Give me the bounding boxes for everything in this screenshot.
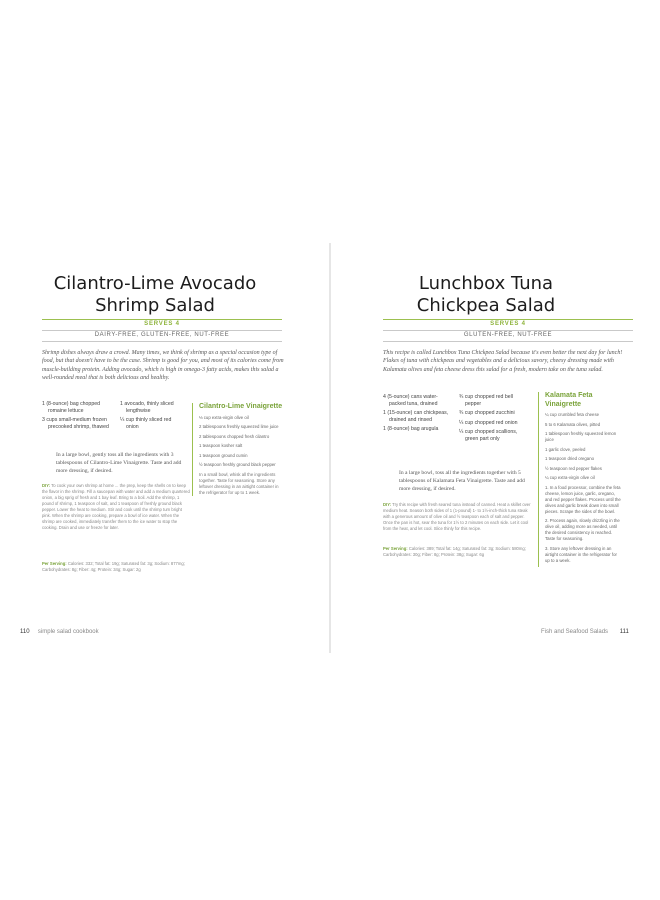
- vinaigrette-item: 1 teaspoon dried oregano: [545, 456, 594, 461]
- vinaigrette-sidebar: [192, 403, 285, 496]
- book-gutter: [329, 243, 331, 653]
- ingredient-item: ¼ cup chopped red onion: [459, 419, 518, 426]
- vinaigrette-item: 1 teaspoon ground cumin: [199, 452, 248, 458]
- vinaigrette-ingredients: [545, 412, 621, 481]
- diet-tags: GLUTEN-FREE, NUT-FREE: [463, 332, 553, 338]
- vinaigrette-item: 1 teaspoon kosher salt: [199, 443, 243, 448]
- nutrition-info: [383, 546, 531, 558]
- diet-tags-bar: [42, 330, 282, 342]
- recipe-intro: This recipe is called Lunchbox Tuna Chickpea Salad because it's even better the next day for lunch! Flakes of tuna with chickpeas and vegetables and a delicious savory, cheesy dressing made with Kalamata olives and feta cheese dress this salad for a fresh, modern take on the tuna salad.: [383, 350, 623, 373]
- ingredient-item: 1 (15-ounce) can chickpeas, drained and rinsed: [383, 410, 449, 423]
- vinaigrette-item: 2 tablespoons freshly squeezed lime juice: [199, 424, 279, 429]
- ingredient-item: 1 avocado, thinly sliced lengthwise: [120, 401, 174, 414]
- book-title: simple salad cookbook: [37, 629, 99, 635]
- serves-bar: [42, 319, 282, 330]
- page-footer: [541, 629, 629, 635]
- serves-bar: [383, 319, 633, 330]
- vinaigrette-step: 2. Process again, slowly drizzling in the olive oil, adding more as needed, until the desired consistency is reached. Taste for seasoning.: [545, 518, 620, 541]
- ingredient-item: 3 cups small-medium frozen precooked shrimp, thawed: [42, 417, 109, 430]
- recipe-method: In a large bowl, gently toss all the ingredients with 3 tablespoons of Cilantro-Lime Vinaigrette. Taste and add more dressing, if desired.: [56, 452, 182, 474]
- serving-label: Per Serving:: [42, 561, 67, 566]
- page-number: 111: [619, 629, 629, 635]
- diy-text: Try this recipe with fresh seared tuna instead of canned. Heat a skillet over medium heat. Season both sides of 1 (1-pound) 1- to 1½-inch-thick tuna steak with a generous amount of olive oil and ½ teaspoon each of salt and pepper. Once the pan is hot, sear the tuna for 1½ to 2 minutes on each side. Let it cool from the heat, and let cool. Slice thinly for this recipe.: [383, 502, 531, 531]
- ingredient-item: ¼ cup chopped scallions, green part only: [459, 429, 518, 442]
- ingredients-column-1: [383, 394, 453, 436]
- vinaigrette-note: In a small bowl, whisk all the ingredients together. Taste for seasoning. Store any leftover dressing in an airtight container in the refrigerator for up to 1 week.: [199, 471, 279, 495]
- page-footer: [20, 629, 99, 635]
- diet-tags-bar: [383, 330, 633, 342]
- vinaigrette-sidebar: [538, 392, 621, 567]
- ingredients-column-2: [459, 394, 521, 446]
- vinaigrette-item: ½ teaspoon freshly ground black pepper: [199, 462, 276, 467]
- serves-label: SERVES 4: [490, 321, 526, 327]
- vinaigrette-item: 1 garlic clove, peeled: [545, 446, 586, 452]
- serving-text: Calories: 389; Total fat: 14g; Saturated fat: 3g; Sodium: 580mg; Carbohydrates: 30g; Fiber: 8g; Protein: 38g; Sugar: 6g: [383, 546, 526, 557]
- recipe-title-line1: Cilantro-Lime Avocado: [53, 273, 257, 294]
- diy-tip: [383, 502, 531, 532]
- ingredient-item: ¼ cup thinly sliced red onion: [120, 417, 172, 430]
- vinaigrette-item: 5 to 6 Kalamata olives, pitted: [545, 421, 601, 427]
- recipe-intro: Shrimp dishes always draw a crowd. Many times, we think of shrimp as a special occasion type of food, but that doesn't have to be the case. Shrimp is good for you, and most of its calories come from muscle-building protein. Adding avocado, which is high in omega-3 fatty acids, makes this salad a well-rounded meal that is both delicious and healthy.: [42, 350, 284, 382]
- ingredient-item: ¾ cup chopped zucchini: [459, 410, 515, 417]
- ingredient-item: 1 (8-ounce) bag arugula: [383, 426, 439, 433]
- ingredients-column-2: [120, 401, 182, 433]
- diy-text: To cook your own shrimp at home ... the prep, keep the shells on to keep the flavor in the shrimp. Fill a saucepan with water and add a medium quartered onion, a big sprig of fresh and 1 bay leaf. Bring to a boil. Add the shrimp, 1 pound of shrimp, 1 teaspoon of salt, and 1 teaspoon of freshly ground black pepper. Lower the heat to medium. Stir and cook until the shrimp turn bright pink. When the shrimp are cooking, prepare a bowl of ice water. When the shrimp are cooked, immediately transfer them to the ice water to stop the cooking. Drain and use or freeze for later.: [42, 483, 190, 530]
- ingredient-item: ¾ cup chopped red bell pepper: [459, 394, 513, 407]
- serving-label: Per Serving:: [383, 546, 408, 551]
- recipe-title-line2: Shrimp Salad: [95, 295, 215, 316]
- vinaigrette-item: ⅓ cup extra-virgin olive oil: [199, 414, 249, 420]
- vinaigrette-title: Kalamata Feta Vinaigrette: [545, 392, 593, 408]
- diy-tip: [42, 483, 190, 531]
- recipe-title-line2: Chickpea Salad: [416, 295, 556, 316]
- page-number: 110: [20, 629, 30, 635]
- recipe-title: [0, 273, 320, 317]
- vinaigrette-item: 2 tablespoons chopped fresh cilantro: [199, 433, 270, 439]
- diet-tags: DAIRY-FREE, GLUTEN-FREE, NUT-FREE: [94, 332, 230, 338]
- vinaigrette-title: Cilantro-Lime Vinaigrette: [199, 403, 283, 410]
- right-page: [331, 243, 660, 653]
- vinaigrette-steps: [545, 485, 621, 564]
- serving-text: Calories: 332; Total fat: 19g; Saturated fat: 3g; Sodium: 877mg; Carbohydrates: 8g; Fiber: 4g; Protein: 34g; Sugar: 2g: [42, 561, 185, 572]
- section-title: Fish and Seafood Salads: [541, 629, 609, 635]
- diy-label: DIY:: [42, 483, 51, 488]
- ingredient-item: 1 (8-ounce) bag chopped romaine lettuce: [42, 401, 100, 414]
- vinaigrette-step: 1. In a food processor, combine the feta cheese, lemon juice, garlic, oregano, and red pepper flakes. Process until the olives and garlic break down into small pieces. Scrape the sides of the bowl.: [545, 484, 621, 514]
- recipe-title: [321, 273, 651, 317]
- vinaigrette-item: ¼ cup extra-virgin olive oil: [545, 475, 595, 480]
- vinaigrette-item: 1 tablespoon freshly squeezed lemon juice: [545, 431, 617, 442]
- recipe-method: In a large bowl, toss all the ingredients together with 5 tablespoons of Kalamata Feta Vinaigrette. Taste and add more dressing, if desired.: [399, 470, 525, 492]
- vinaigrette-step: 3. Store any leftover dressing in an airtight container in the refrigerator for up to a week.: [545, 545, 617, 563]
- recipe-title-line1: Lunchbox Tuna: [418, 273, 554, 294]
- vinaigrette-ingredients: [199, 415, 285, 469]
- nutrition-info: [42, 561, 190, 573]
- vinaigrette-item: ½ teaspoon red pepper flakes: [545, 465, 602, 471]
- ingredients-column-1: [42, 401, 114, 433]
- left-page: [0, 243, 330, 653]
- serves-label: SERVES 4: [144, 321, 180, 327]
- vinaigrette-item: ¼ cup crumbled feta cheese: [545, 412, 599, 417]
- diy-label: DIY:: [383, 502, 392, 507]
- ingredient-item: 4 (5-ounce) cans water-packed tuna, drained: [383, 394, 438, 407]
